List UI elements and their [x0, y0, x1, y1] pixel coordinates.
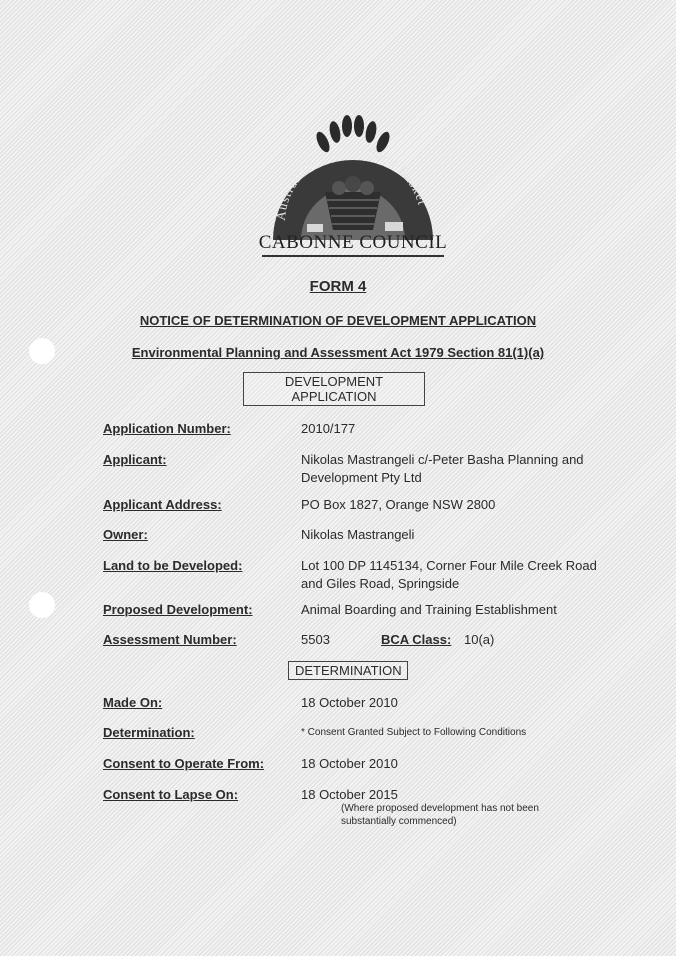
owner-label: Owner:	[103, 527, 148, 542]
act-title: Environmental Planning and Assessment Act 1979 Section 81(1)(a)	[131, 345, 545, 360]
logo-arc-text-right: Food Basket	[365, 144, 431, 208]
applicant-value: Nikolas Mastrangeli c/-Peter Basha Planning and Development Pty Ltd	[301, 452, 584, 485]
consent-operate-value: 18 October 2010	[301, 756, 398, 771]
applicant-address-label: Applicant Address:	[103, 497, 222, 512]
determination-value: * Consent Granted Subject to Following Conditions	[301, 727, 527, 738]
application-number-value: 2010/177	[301, 421, 356, 436]
council-name-rule	[262, 255, 444, 257]
bca-class-value: 10(a)	[464, 632, 495, 647]
made-on-value: 18 October 2010	[301, 695, 398, 710]
consent-lapse-value: 18 October 2015	[301, 787, 398, 802]
determination-label: Determination:	[103, 725, 195, 740]
consent-lapse-label: Consent to Lapse On:	[103, 787, 239, 802]
land-label: Land to be Developed:	[103, 558, 243, 573]
council-name: CABONNE COUNCIL	[258, 232, 448, 253]
owner-value: Nikolas Mastrangeli	[301, 527, 415, 542]
consent-lapse-note: (Where proposed development has not been substantially commenced)	[341, 803, 539, 827]
form-title: FORM 4	[309, 278, 367, 295]
bca-class-label: BCA Class:	[381, 632, 452, 647]
assessment-number-value: 5503	[301, 632, 330, 647]
logo-arc-text-left: Australia's	[272, 155, 319, 222]
applicant-label: Applicant:	[103, 452, 167, 467]
land-value: Lot 100 DP 1145134, Corner Four Mile Creek Road and Giles Road, Springside	[301, 558, 597, 591]
development-application-box: DEVELOPMENT APPLICATION	[243, 372, 425, 406]
assessment-number-label: Assessment Number:	[103, 632, 237, 647]
notice-title: NOTICE OF DETERMINATION OF DEVELOPMENT APPLICATION	[139, 313, 537, 328]
made-on-label: Made On:	[103, 695, 163, 710]
punch-hole-bottom	[29, 592, 55, 618]
applicant-address-value: PO Box 1827, Orange NSW 2800	[301, 497, 496, 512]
application-number-label: Application Number:	[103, 421, 231, 436]
consent-operate-label: Consent to Operate From:	[103, 756, 265, 771]
proposed-development-value: Animal Boarding and Training Establishment	[301, 602, 557, 617]
determination-box: DETERMINATION	[288, 661, 408, 680]
proposed-development-label: Proposed Development:	[103, 602, 253, 617]
